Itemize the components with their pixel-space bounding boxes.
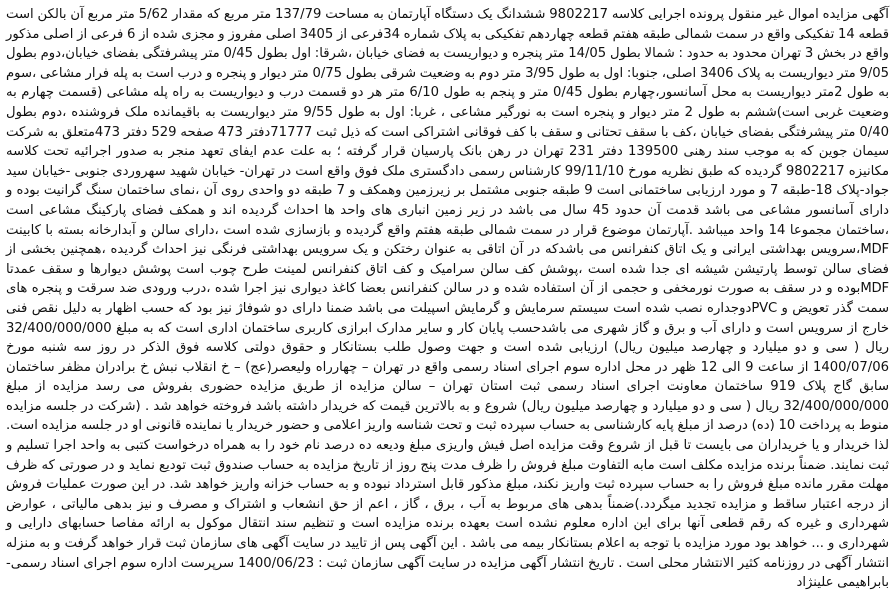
auction-notice-body: آگهی مزایده اموال غیر منقول پرونده اجرایی کلاسه 9802217 ششدانگ یک دستگاه آپارتمان به مساحت 137/79 متر مربع که مقدار 5/62 متر مربع آن بالکن است قطعه 14 تفکیکی واقع در سمت شمالی طبقه هفتم قطعه چهاردهم تفکیکی به پلاک شماره 34فرعی از 3405 اصلی مفروز و مجزی شده از 6 فرعی از اصلی مذکور واقع در بخش 3 تهران محدود به حدود : شمالا بطول 14/05 متر پنجره و دیواریست به فضای خیابان ،شرقا: اول بطول 0/45 متر پیشرفتگی بفضای خیابان،دوم بطول 9/05 متر دیواریست به پلاک 3406 اصلی، جنوبا: اول به طول 3/95 متر دوم به وضعیت شرقی بطول 0/75 متر دیوار و پنجره و درب است به پله فرار مشاعی ،سوم به طول 2متر دیواریست به محل آسانسور،چهارم بطول 0/45 متر و پنجم به طول 6/10 متر هر دو قسمت درب و دیواریست به راه پله مشاعی (قسمت چهارم به وضعیت غربی است)ششم به طول 2 متر دیوار و پنجره است به نورگیر مشاعی ، غربا: اول به طول 9/55 متر دیواریست به باقیمانده ملک فروشنده ،دوم بطول 0/40 متر پیشرفتگی بفضای خیابان ،کف با سقف تحتانی و سقف با کف فوقانی اشتراکی است که ذیل ثبت 71777دفتر 473 صفحه 529 دفتر 473متعلق به شرکت سیمان جوین که به موجب سند رهنی 139500 دفتر 231 تهران در رهن بانک پارسیان قرار گرفته ؛ به علت عدم ایفای تعهد منجر به صدور اجرائیه تحت کلاسه مکانیزه 9802217 گردیده که طبق نظریه مورخ 99/11/10 کارشناس رسمی دادگستری ملک فوق واقع است در تهران- خیابان شهید سهروردی جنوبی -خیابان سید جواد-پلاک 18-طبقه 7 و مورد ارزیابی ساختمانی است 9 طبقه جنوبی مشتمل بر زیرزمین وهمکف و 7 طبقه دو واحدی روی آن ،نمای ساختمان سنگ گرانیت بوده و دارای آسانسور مشاعی می باشد قدمت آن حدود 45 سال می باشد در زیر زمین انباری های واحد ها احداث گردیده اند و همکف فضای پارکینگ مشاعی است ،ساختمان مجموعا 14 واحد میباشد .آپارتمان موضوع قرار در سمت شمالی طبقه هفتم واقع گردیده و بازسازی شده است ،دارای سالن و آبدارخانه بسته با کابینت MDF،سرویس بهداشتی ایرانی و یک اتاق کنفرانس می باشدکه در آن اتاقی به عنوان رختکن و یک سرویس بهداشتی فرنگی نیز احداث گردیده ،همچنین بخشی از فضای سالن توسط پارتیشن شیشه ای جدا شده است ،پوشش کف سالن سرامیک و کف اتاق کنفرانس لمینت طرح چوب است پوشش دیوارها و سقف عمدتا MDFبوده و در سقف به صورت نورمخفی و حجمی از آن استفاده شده و در سالن کنفرانس بعضا کاغذ دیواری نیز اجرا شده ،درب ورودی ضد سرقت و پنجره های سمت گذر تعویض و PVCدوجداره نصب شده است سیستم سرمایش و گرمایش اسپیلت می باشد ضمنا دارای دو شوفاژ نیز بود که حسب اظهار به دلیل نقص فنی خارج از سرویس است و دارای آب و برق و گاز شهری می باشدحسب پایان کار و سایر مدارک ابرازی کاربری ساختمان اداری است که به مبلغ 32/400/000/000 ریال ( سی و دو میلیارد و چهارصد میلیون ریال) ارزیابی شده است و جهت وصول طلب بستانکار و حقوق دولتی کلاسه فوق الذکر در روز سه شنبه مورخ 1400/07/06 از ساعت 9 الی 12 ظهر در محل اداره سوم اجرای اسناد رسمی واقع در تهران – چهارراه ولیعصر(عج) – خ انقلاب نبش خ برادران مظفر ساختمان سابق گاج پلاک 919 ساختمان معاونت اجرای اسناد رسمی ثبت استان تهران – سالن مزایده از طریق مزایده حضوری بفروش می رسد مزایده از مبلغ 32/400/000/000 ریال ( سی و دو میلیارد و چهارصد میلیون ریال) شروع و به بالاترین قیمت که خریدار داشته باشد فروخته خواهد شد . (شرکت در جلسه مزایده منوط به پرداخت 10 (ده) درصد از مبلغ پایه کارشناسی به حساب سپرده ثبت و تحت شناسه واریز اعلامی و حضور خریدار یا نماینده قانونی او در جلسه مزایده است. لذا خریدار و یا خریداران می بایست تا قبل از شروع وقت مزایده اصل فیش واریزی مبلغ ودیعه ده درصد نام خود را به همراه درخواست کتبی به واحد اجرا تسلیم و ثبت نمایند. ضمناً برنده مزایده مکلف است مابه التفاوت مبلغ فروش را ظرف مدت پنج روز از تاریخ مزایده به حساب صندوق ثبت تودیع نماید و در صورتی که ظرف مهلت مقرر مانده مبلغ فروش را به حساب سپرده ثبت واریز نکند، مبلغ مذکور قابل استرداد نبوده و به حساب خزانه واریز خواهد شد. در این صورت عملیات فروش از درجه اعتبار ساقط و مزایده تجدید میگردد.)ضمناً بدهی های مربوط به آب ، برق ، گاز ، اعم از حق انشعاب و اشتراک و مصرف و نیز بدهی مالیاتی ، عوارض شهرداری و غیره که رقم قطعی آنها برای این اداره معلوم نشده است بعهده برنده مزایده است و تنظیم سند انتقال موکول به ارائه مفاصا حسابهای دارایی و شهرداری و ... خواهد بود مورد مزایده با توجه به اعلام بستانکار بیمه می باشد . این آگهی پس از تایید در سایت آگهی های سازمان ثبت قرار خواهد گرفت و به منزله انتشار آگهی در روزنامه کثیر الانتشار محلی است . تاریخ انتشار آگهی مزایده در سایت آگهی سازمان ثبت : 1400/06/23 سرپرست اداره سوم اجرای اسناد رسمی- بابراهیمی علینژاد [6,7,890,591]
